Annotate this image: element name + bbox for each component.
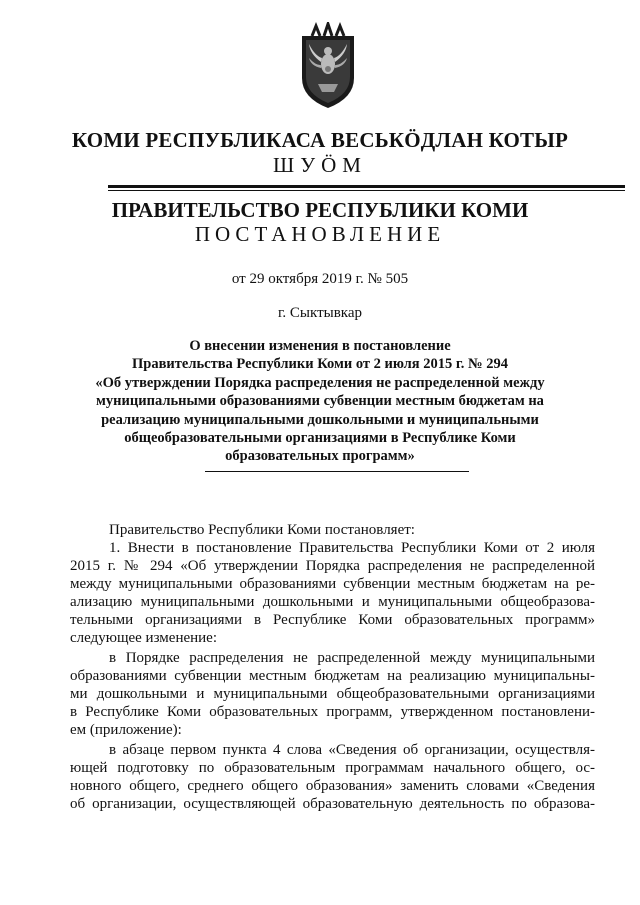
- body-line: 2015 г. № 294 «Об утверждении Порядка распределения не распределенной: [70, 558, 595, 574]
- body-line: новного общего, среднего общего образования» заменить словами «Сведения: [70, 778, 595, 794]
- document-body: [70, 521, 595, 813]
- body-line: ющей подготовку по образовательным программам начального общего, ос-: [70, 760, 595, 776]
- body-line: 1. Внести в постановление Правительства Республики Коми от 2 июля: [109, 540, 595, 556]
- komi-authority-title: КОМИ РЕСПУБЛИКАСА ВЕСЬКӦДЛАН КОТЫР: [71, 128, 569, 152]
- subject-line: общеобразовательными организациями в Республике Коми: [124, 430, 516, 447]
- document-city: г. Сыктывкар: [277, 305, 363, 321]
- komi-document-type: ШУӦМ: [273, 153, 367, 177]
- subject-line: Правительства Республики Коми от 2 июля 2015 г. № 294: [132, 356, 508, 373]
- subject-line: «Об утверждении Порядка распределения не распределенной между: [95, 374, 545, 391]
- body-line: в Порядке распределения не распределенной между муниципальными: [109, 650, 595, 666]
- subject-line: образовательных программ»: [225, 448, 415, 465]
- document-type: ПОСТАНОВЛЕНИЕ: [194, 222, 446, 246]
- subject-underline: [205, 471, 469, 472]
- header-divider-thick: [108, 185, 625, 188]
- subject-line: реализацию муниципальными дошкольными и муниципальными: [101, 411, 539, 428]
- subject-line: О внесении изменения в постановление: [189, 338, 451, 354]
- document-date-number: от 29 октября 2019 г. № 505: [231, 271, 409, 287]
- body-line: следующее изменение:: [70, 630, 218, 646]
- subject-line: муниципальными образованиями субвенции местным бюджетам на: [96, 393, 544, 410]
- body-line: в абзаце первом пункта 4 слова «Сведения об организации, осуществля-: [109, 742, 595, 758]
- coat-of-arms-icon: [298, 22, 358, 110]
- body-line: в Республике Коми образовательных программ, утвержденном постановлени-: [70, 704, 595, 720]
- government-title: ПРАВИТЕЛЬСТВО РЕСПУБЛИКИ КОМИ: [111, 198, 529, 222]
- document-subject: [70, 337, 570, 466]
- body-line: об организации, осуществляющей образовательную деятельность по образова-: [70, 796, 595, 812]
- body-line: образованиями субвенции местным бюджетам на реализацию муниципальны-: [70, 668, 595, 684]
- body-line: ализацию муниципальными дошкольными и муниципальными общеобразова-: [70, 594, 595, 610]
- body-line: тельными организациями в Республике Коми образовательных программ»: [70, 612, 595, 628]
- body-line: ми дошкольными и муниципальными общеобразовательными организациями: [70, 686, 595, 702]
- body-line: между муниципальными образованиями субвенции местным бюджетам на ре-: [70, 576, 595, 592]
- body-line: ем (приложение):: [70, 722, 182, 738]
- header-divider-thin: [108, 190, 625, 191]
- body-line: Правительство Республики Коми постановляет:: [109, 522, 415, 538]
